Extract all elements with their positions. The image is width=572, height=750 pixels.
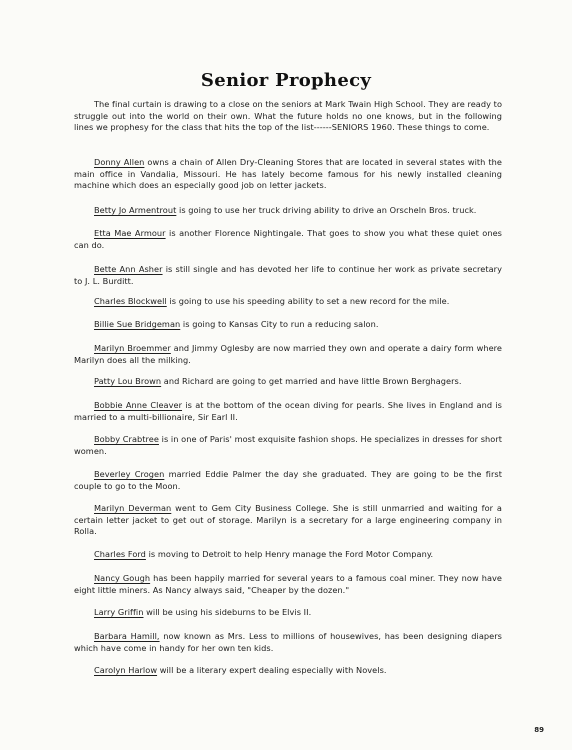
prophecy-text: went to Gem City Business College. She is still unmarried and waiting for a certain letter jacket to get out of storage. Marilyn is a secretary for a large engineering company in Rolla. xyxy=(74,503,502,537)
prophecy-entry xyxy=(74,503,502,538)
prophecy-entry xyxy=(74,469,502,492)
prophecy-entry xyxy=(74,376,502,388)
senior-name: Bette Ann Asher xyxy=(94,264,163,274)
prophecy-entry xyxy=(74,434,502,457)
senior-name: Etta Mae Armour xyxy=(94,228,166,238)
prophecy-text: is at the bottom of the ocean diving for pearls. She lives in England and is married to a multi-billionaire, Sir Earl II. xyxy=(74,400,502,422)
prophecy-entry xyxy=(74,665,502,677)
intro-paragraph xyxy=(74,99,502,134)
senior-name: Betty Jo Armentrout xyxy=(94,205,177,215)
prophecy-entry xyxy=(74,228,502,251)
senior-name: Donny Allen xyxy=(94,157,145,167)
prophecy-entry xyxy=(74,157,502,192)
prophecy-entry xyxy=(74,343,502,366)
prophecy-entry xyxy=(74,631,502,654)
senior-name: Marilyn Broemmer xyxy=(94,343,171,353)
senior-name: Marilyn Deverman xyxy=(94,503,172,513)
prophecy-text: will be a literary expert dealing especially with Novels. xyxy=(157,665,387,675)
senior-name: Patty Lou Brown xyxy=(94,376,162,386)
prophecy-text: and Richard are going to get married and have little Brown Berghagers. xyxy=(161,376,462,386)
senior-name: Beverley Crogen xyxy=(94,469,165,479)
prophecy-entry xyxy=(74,400,502,423)
senior-name: Billie Sue Bridgeman xyxy=(94,319,181,329)
prophecy-entry xyxy=(74,573,502,596)
prophecy-text: is another Florence Nightingale. That goes to show you what these quiet ones can do. xyxy=(74,228,502,250)
prophecy-text: is in one of Paris' most exquisite fashion shops. He specializes in dresses for short women. xyxy=(74,434,503,456)
prophecy-text: will be using his sideburns to be Elvis II. xyxy=(143,607,312,617)
prophecy-text: and Jimmy Oglesby are now married they own and operate a dairy form where Marilyn does all the milking. xyxy=(74,343,503,365)
prophecy-entry xyxy=(74,205,502,217)
prophecy-entry xyxy=(74,296,502,308)
senior-name: Nancy Gough xyxy=(94,573,151,583)
page-title: Senior Prophecy xyxy=(200,70,372,91)
senior-name: Barbara Hamill, xyxy=(94,631,160,641)
prophecy-text: has been happily married for several years to a famous coal miner. They now have eight little miners. As Nancy always said, "Cheaper by the dozen." xyxy=(74,573,503,595)
senior-name: Bobby Crabtree xyxy=(94,434,159,444)
page-number: 89 xyxy=(534,726,544,734)
prophecy-text: now known as Mrs. Less to millions of housewives, has been designing diapers which have come in handy for her own ten kids. xyxy=(74,631,502,653)
prophecy-text: married Eddie Palmer the day she graduated. They are going to be the first couple to go to the Moon. xyxy=(74,469,502,491)
prophecy-entry xyxy=(74,549,502,561)
prophecy-text: is going to use his speeding ability to set a new record for the mile. xyxy=(166,296,450,306)
senior-name: Charles Ford xyxy=(94,549,146,559)
senior-name: Bobbie Anne Cleaver xyxy=(94,400,183,410)
senior-name: Carolyn Harlow xyxy=(94,665,158,675)
prophecy-text: is still single and has devoted her life to continue her work as private secretary to J. L. Burditt. xyxy=(74,264,502,286)
prophecy-entry xyxy=(74,319,502,331)
senior-name: Charles Blockwell xyxy=(94,296,167,306)
prophecy-text: is going to use her truck driving ability to drive an Orscheln Bros. truck. xyxy=(176,205,477,215)
prophecy-text: is moving to Detroit to help Henry manage the Ford Motor Company. xyxy=(145,549,434,559)
prophecy-text: is going to Kansas City to run a reducing salon. xyxy=(180,319,379,329)
prophecy-entry xyxy=(74,264,502,287)
senior-name: Larry Griffin xyxy=(94,607,144,617)
paragraph-text: The final curtain is drawing to a close on the seniors at Mark Twain High School. They are ready to struggle out into the world on their own. What the future holds no one knows, but in the following lines we prophesy for the class that hits the top of the list------SENIORS 1960. These things to come. xyxy=(74,99,502,133)
prophecy-entry xyxy=(74,607,502,619)
prophecy-text: owns a chain of Allen Dry-Cleaning Stores that are located in several states with the main office in Vandalia, Missouri. He has lately become famous for his newly installed cleaning machine which does an especially good job on letter jackets. xyxy=(74,157,502,191)
